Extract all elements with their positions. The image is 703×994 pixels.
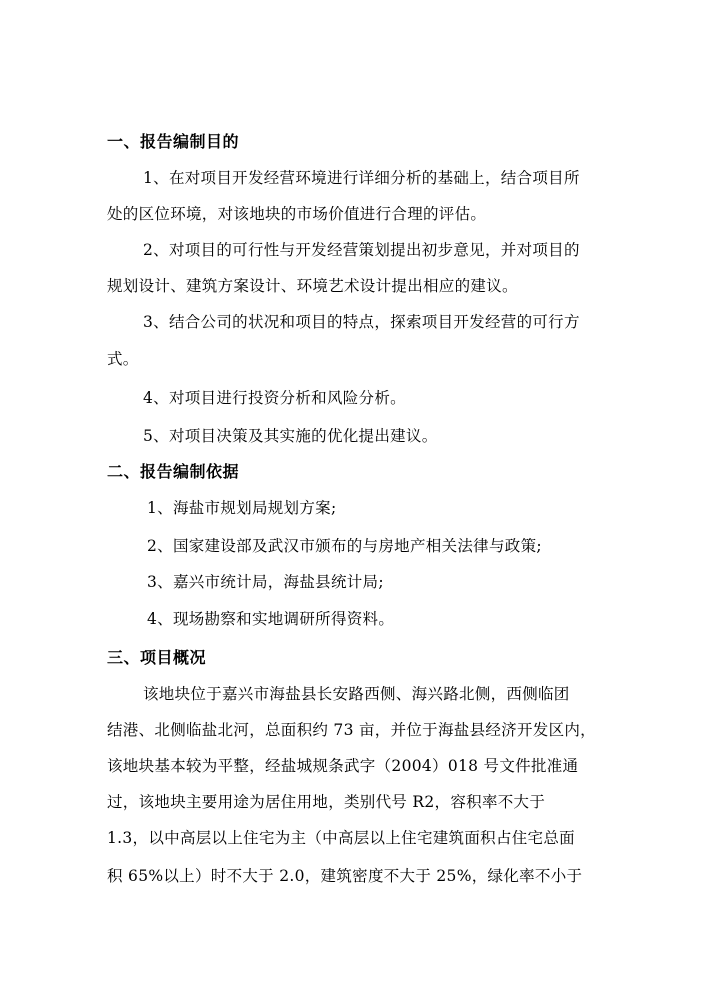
section-1-item-1-line-2: 处的区位环境，对该地块的市场价值进行合理的评估。 <box>107 205 487 223</box>
section-3-line-5: 1.3，以中高层以上住宅为主（中高层以上住宅建筑面积占住宅总面 <box>107 829 575 847</box>
section-2-item-1: 1、海盐市规划局规划方案; <box>147 499 337 517</box>
section-1-item-2-line-1: 2、对项目的可行性与开发经营策划提出初步意见，并对项目的 <box>143 241 580 259</box>
section-1-item-3-line-1: 3、结合公司的状况和项目的特点，探索项目开发经营的可行方 <box>143 313 580 331</box>
section-2-item-3: 3、嘉兴市统计局，海盐县统计局; <box>147 573 384 591</box>
section-1-heading: 一、报告编制目的 <box>107 132 240 151</box>
section-1-item-1-line-1: 1、在对项目开发经营环境进行详细分析的基础上，结合项目所 <box>143 169 580 187</box>
section-1-item-5: 5、对项目决策及其实施的优化提出建议。 <box>143 427 438 445</box>
section-2-heading: 二、报告编制依据 <box>107 462 240 481</box>
section-1-item-3-line-2: 式。 <box>107 350 139 368</box>
section-2-item-2: 2、国家建设部及武汉市颁布的与房地产相关法律与政策; <box>147 537 542 555</box>
section-2-item-4: 4、现场勘察和实地调研所得资料。 <box>147 610 395 628</box>
section-3-line-1: 该地块位于嘉兴市海盐县长安路西侧、海兴路北侧，西侧临团 <box>143 685 570 703</box>
section-3-line-2: 结港、北侧临盐北河，总面积约 73 亩，并位于海盐县经济开发区内， <box>107 721 596 739</box>
section-1-item-2-line-2: 规划设计、建筑方案设计、环境艺术设计提出相应的建议。 <box>107 277 518 295</box>
section-3-line-3: 该地块基本较为平整，经盐城规条武字（2004）018 号文件批准通 <box>107 757 579 775</box>
section-3-heading: 三、项目概况 <box>107 648 207 667</box>
section-1-item-4: 4、对项目进行投资分析和风险分析。 <box>143 389 406 407</box>
section-3-line-6: 积 65%以上）时不大于 2.0，建筑密度不大于 25%，绿化率不小于 <box>107 867 583 885</box>
section-3-line-4: 过，该地块主要用途为居住用地，类别代号 R2，容积率不大于 <box>107 793 546 811</box>
